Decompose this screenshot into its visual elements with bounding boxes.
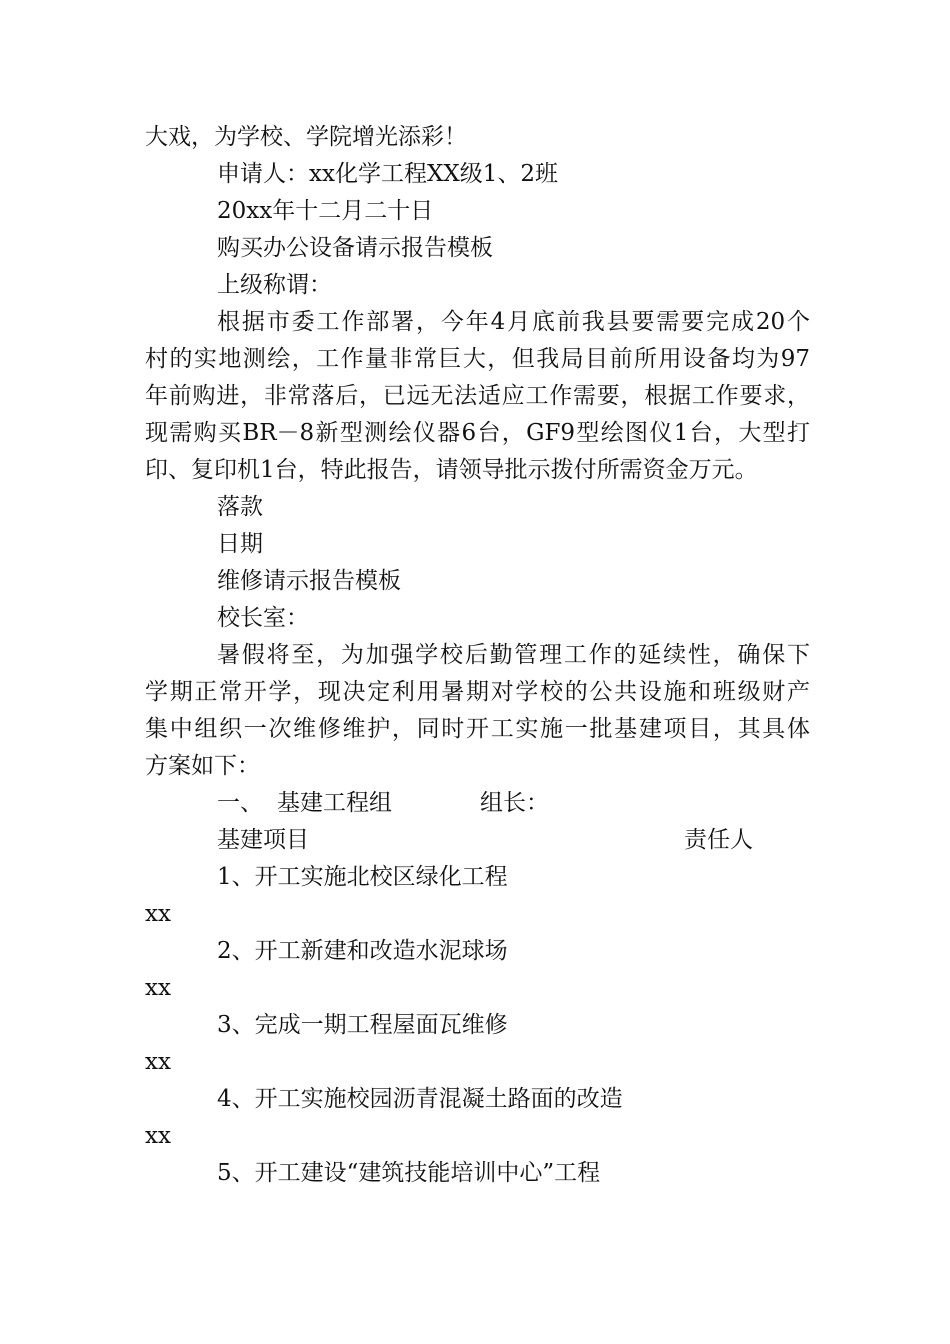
section-heading [145, 785, 810, 822]
list-item: 4、开工实施校园沥青混凝土路面的改造 [217, 1086, 623, 1112]
paragraph-line: 印、复印机1台，特此报告，请领导批示拨付所需资金万元。 [145, 457, 758, 483]
paragraph-line: 现需购买BR－8新型测绘仪器6台，GF9型绘图仪1台，大型打 [145, 420, 810, 446]
document-body [145, 119, 810, 1192]
salutation: 校长室： [217, 605, 309, 631]
section-number: 一、 [217, 790, 263, 816]
signature-line: 落款 [217, 494, 263, 520]
paragraph-line: 暑假将至，为加强学校后勤管理工作的延续性，确保下 [217, 642, 810, 668]
list-item: 5、开工建设“建筑技能培训中心”工程 [217, 1160, 601, 1186]
salutation: 上级称谓： [217, 272, 332, 298]
leader-label: 组长： [480, 790, 549, 816]
item-owner: xx [145, 975, 171, 1001]
paragraph-line: 根据市委工作部署，今年4月底前我县要需要完成20个 [217, 309, 810, 335]
item-owner: xx [145, 901, 171, 927]
section-title: 维修请示报告模板 [217, 568, 401, 594]
paragraph-line: 年前购进，非常落后，已远无法适应工作需要，根据工作要求， [145, 383, 810, 409]
section-name: 基建工程组 [277, 790, 392, 816]
list-item: 3、完成一期工程屋面瓦维修 [217, 1012, 508, 1038]
section-title: 购买办公设备请示报告模板 [217, 235, 493, 261]
list-item: 1、开工实施北校区绿化工程 [217, 864, 508, 890]
date-line: 20xx年十二月二十日 [217, 198, 434, 224]
item-owner: xx [145, 1049, 171, 1075]
project-column-header: 基建项目 [217, 827, 309, 853]
item-owner: xx [145, 1123, 171, 1149]
paragraph-line: 方案如下： [145, 753, 260, 779]
date-placeholder: 日期 [217, 531, 263, 557]
paragraph-line: 集中组织一次维修维护，同时开工实施一批基建项目，其具体 [145, 716, 810, 742]
text-line: 大戏，为学校、学院增光添彩！ [145, 124, 467, 150]
paragraph-line: 学期正常开学，现决定利用暑期对学校的公共设施和班级财产 [145, 679, 810, 705]
owner-column-header: 责任人 [684, 827, 753, 853]
list-item: 2、开工新建和改造水泥球场 [217, 938, 508, 964]
table-header [145, 822, 810, 859]
applicant-line: 申请人：xx化学工程XX级1、2班 [217, 161, 558, 187]
paragraph-line: 村的实地测绘，工作量非常巨大，但我局目前所用设备均为97 [145, 346, 810, 372]
